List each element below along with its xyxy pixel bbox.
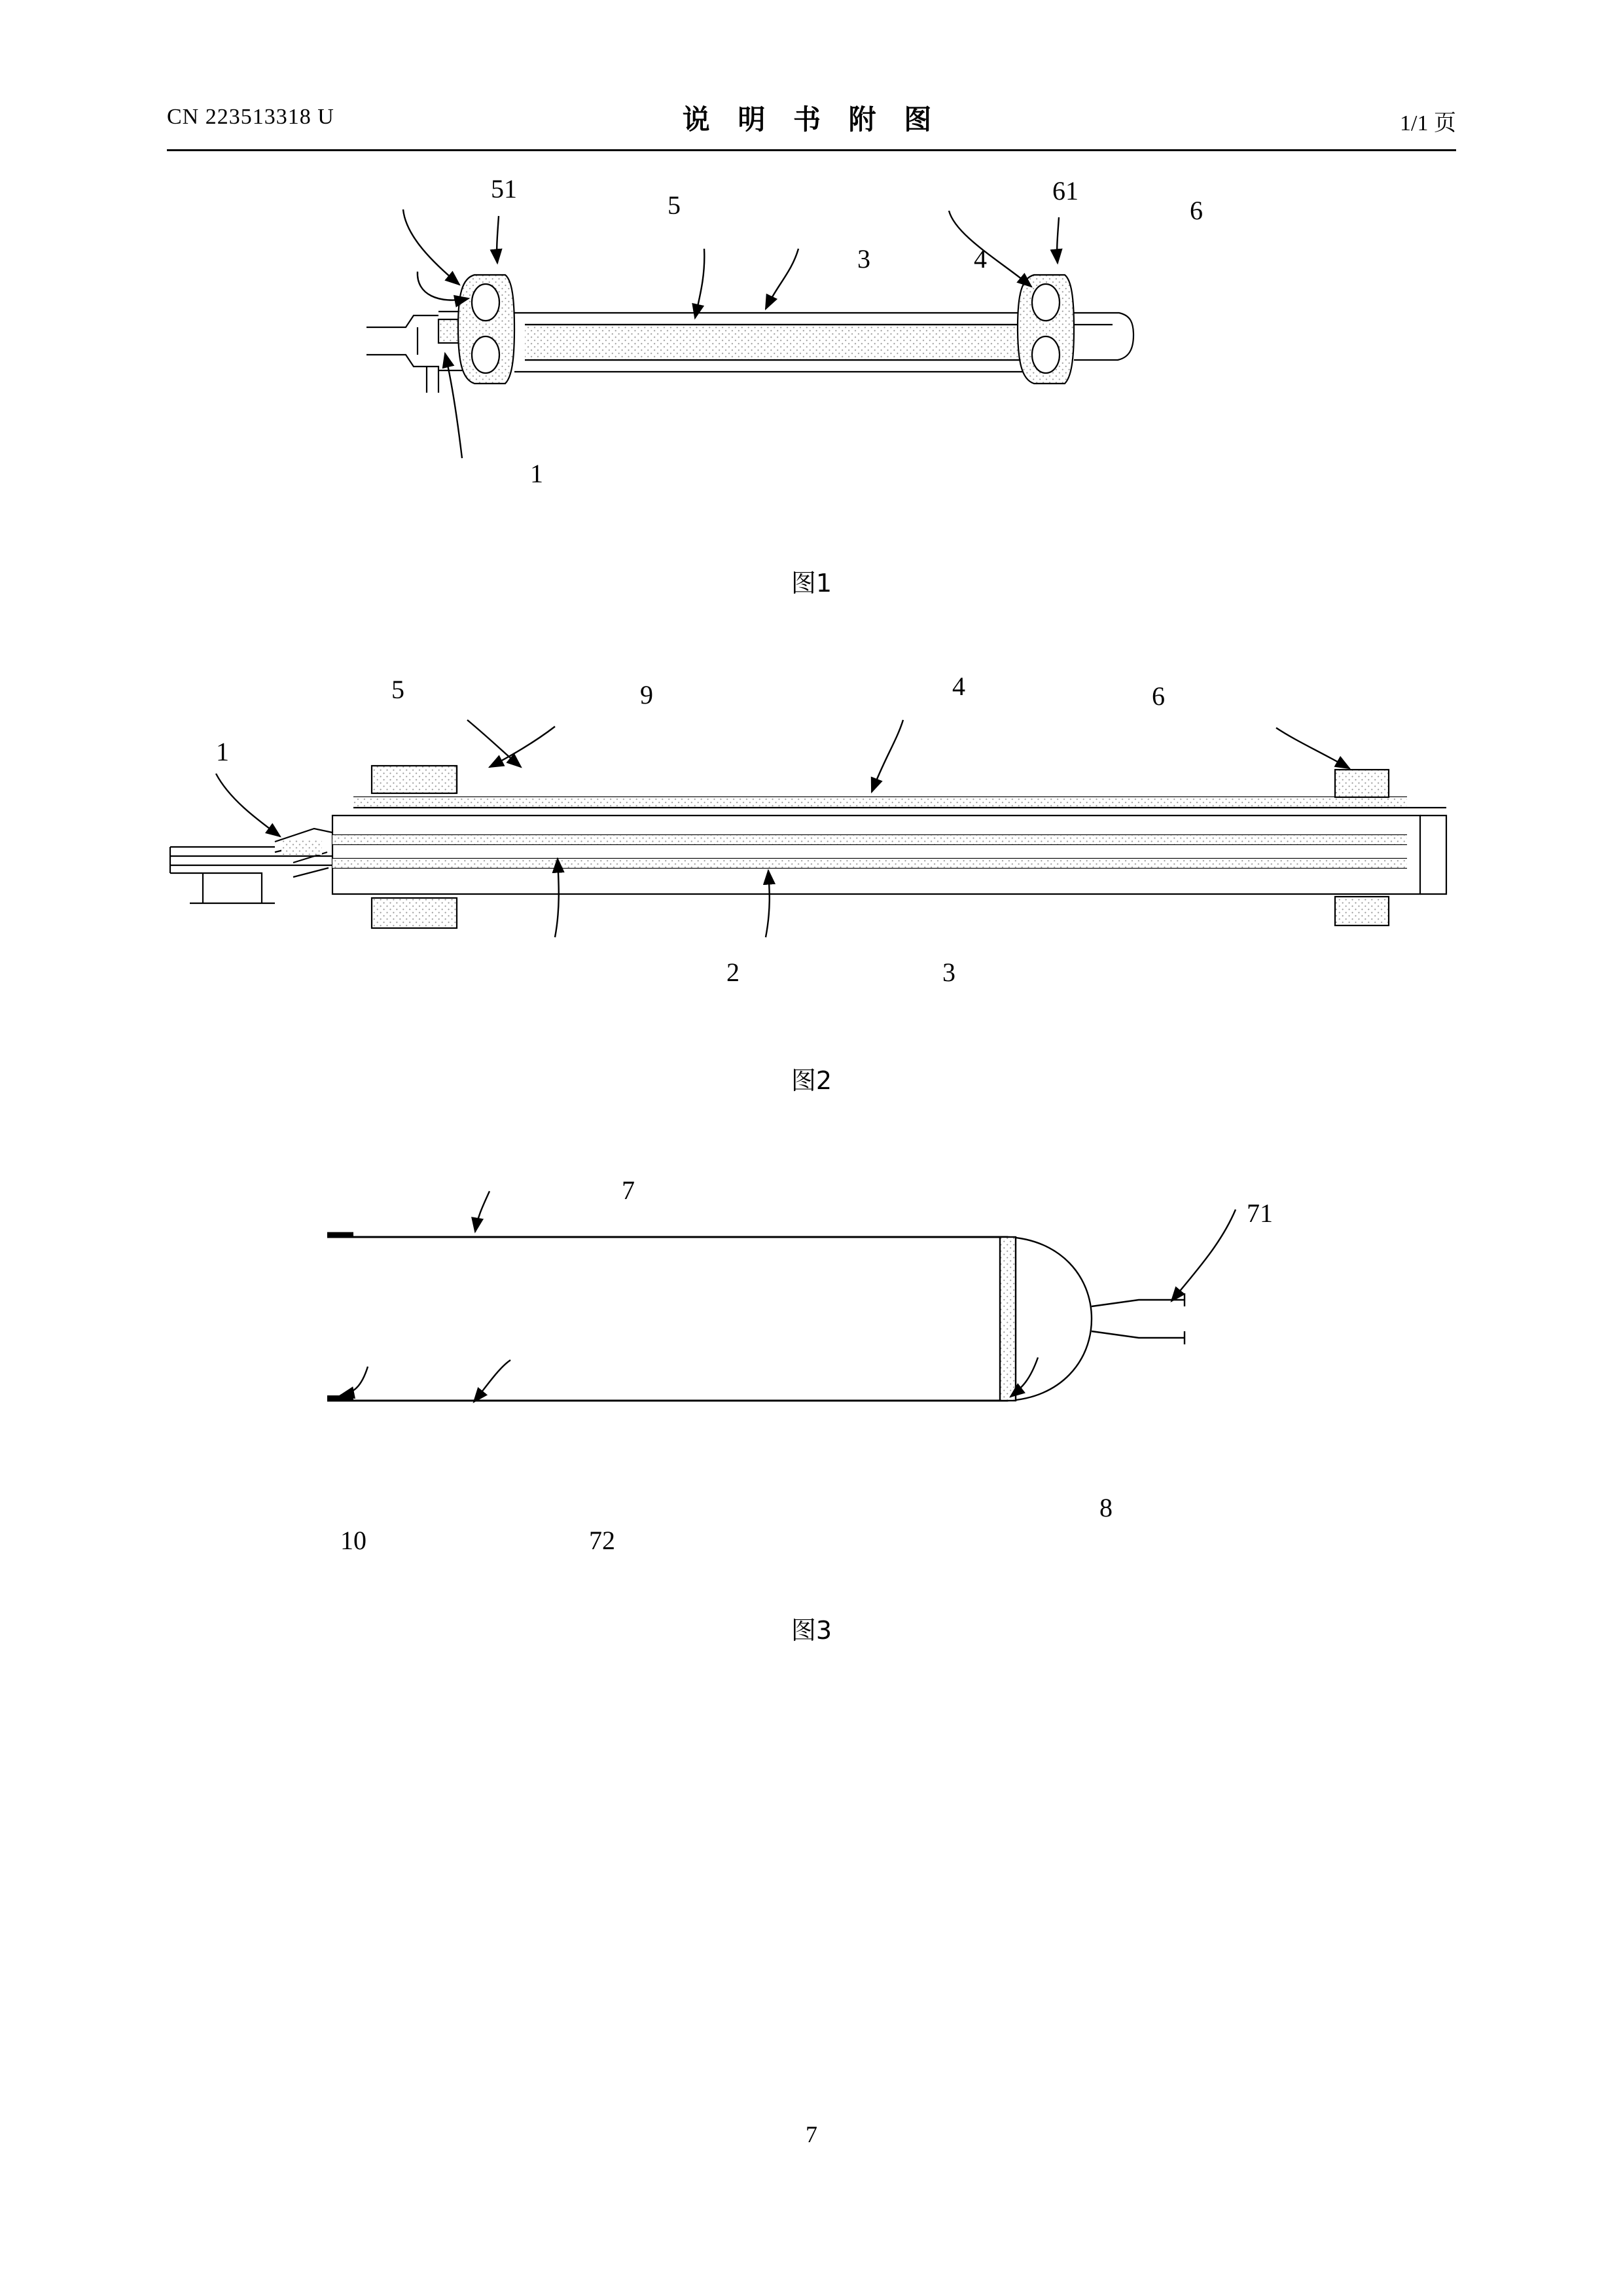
figure-1-label-3: 3 (857, 244, 870, 274)
figure-1-label-4: 4 (974, 244, 987, 274)
page-indicator: 1/1 页 (1400, 111, 1456, 135)
figure-1-label-51: 51 (491, 174, 517, 204)
figure-2-label-3: 3 (942, 958, 955, 987)
page-header (167, 98, 1456, 144)
figure-3-label-8: 8 (1099, 1493, 1113, 1522)
figure-1-caption: 图1 (791, 569, 832, 598)
figure-2-label-9: 9 (640, 680, 653, 709)
figure-1-label-1: 1 (530, 459, 543, 488)
page-footer-number: 7 (806, 2121, 817, 2147)
figure-2-label-2: 2 (726, 958, 740, 987)
figure-3-label-7: 7 (622, 1175, 635, 1205)
figure-1-label-6: 6 (1190, 196, 1203, 225)
figure-3-label-72: 72 (589, 1526, 615, 1555)
figure-2-label-5: 5 (391, 675, 404, 704)
figure-2-caption: 图2 (791, 1066, 832, 1095)
figure-3-label-10: 10 (340, 1526, 366, 1555)
figure-3-label-71: 71 (1247, 1198, 1273, 1228)
figure-2-label-1: 1 (216, 737, 229, 766)
figure-3-drawing (314, 1172, 1374, 1512)
header-divider (167, 149, 1456, 151)
figure-1-label-5: 5 (668, 190, 681, 220)
figure-3-caption: 图3 (791, 1616, 832, 1645)
figure-2-drawing (164, 687, 1459, 1028)
patent-number: CN 223513318 U (167, 105, 334, 129)
figure-2-label-4: 4 (952, 672, 965, 701)
figure-1-drawing (340, 164, 1322, 530)
header-title: 说 明 书 附 图 (682, 103, 941, 135)
figure-2-label-6: 6 (1152, 681, 1165, 711)
figure-1-label-61: 61 (1052, 176, 1079, 206)
